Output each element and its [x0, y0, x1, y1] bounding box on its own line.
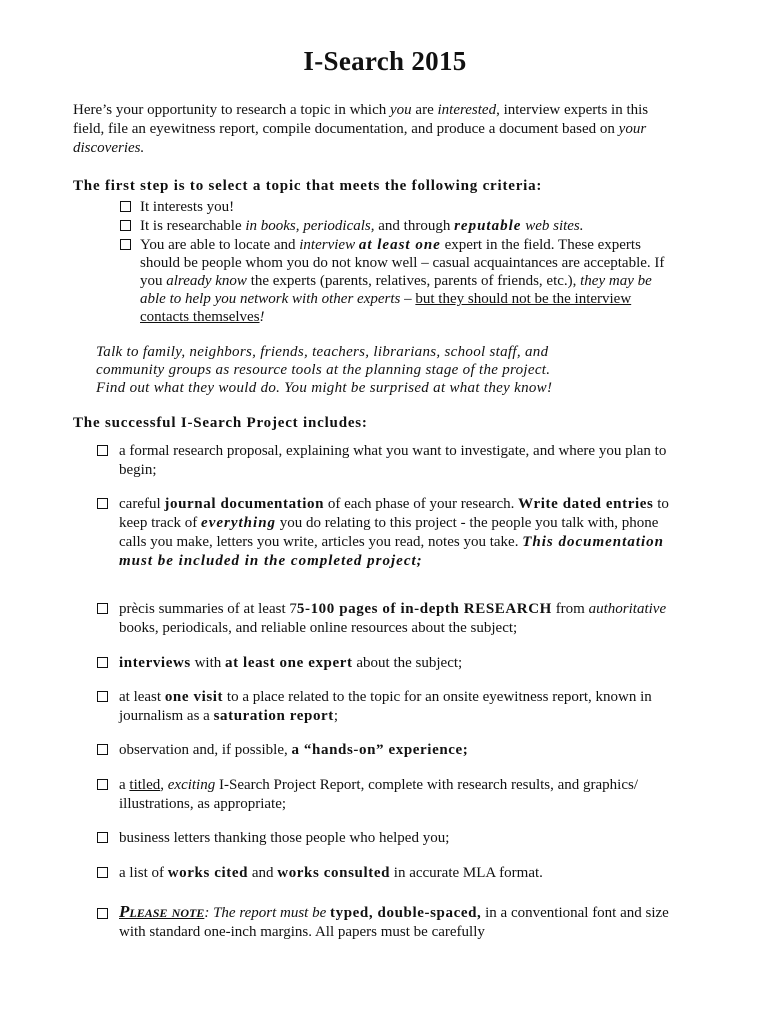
requirement-text: books, periodicals, and reliable online resources about the subject; — [119, 620, 518, 636]
requirement-item — [97, 600, 677, 638]
requirement-text: business letters thanking those people who helped you; — [119, 830, 450, 846]
checkbox-icon — [120, 239, 131, 250]
checkbox-icon — [97, 744, 108, 755]
criteria-text: expert in the field. These experts should be people whom you do not know well – casual acquaintances are acceptable. If you — [140, 237, 665, 289]
checkbox-icon — [97, 603, 108, 614]
page-title: I-Search 2015 — [303, 46, 467, 76]
criteria-em: in books, periodicals, — [245, 218, 375, 234]
requirement-strong: interviews — [119, 655, 191, 671]
requirement-item — [97, 902, 677, 942]
criteria-item — [120, 217, 680, 235]
checkbox-icon — [97, 779, 108, 790]
advice-line: Talk to family, neighbors, friends, teachers, librarians, school staff, and — [96, 344, 549, 360]
intro-text: , interview experts in this field, file an eyewitness report, compile documentation, and produce a document based on — [73, 102, 649, 137]
requirement-strong: works cited — [167, 865, 249, 881]
requirement-strong: typed, double-spaced, — [330, 905, 482, 921]
checkbox-icon — [120, 201, 131, 212]
criteria-strong: at least one — [358, 237, 441, 253]
requirement-item — [97, 495, 677, 571]
criteria-text: It interests you! — [140, 199, 235, 215]
requirement-text: and — [248, 865, 278, 881]
requirement-text: in a conventional font and size with standard one-inch margins. All papers must be carefully — [119, 905, 669, 940]
requirement-text: I-Search Project Report, complete with research results, and graphics/ illustrations, as appropriate; — [119, 777, 639, 812]
criteria-underline: but they should not be the interview contacts themselves — [140, 291, 632, 325]
intro-em-discoveries: your discoveries. — [73, 121, 647, 156]
requirement-text: with — [190, 655, 225, 671]
project-heading: The successful I-Search Project includes: — [73, 415, 368, 431]
requirement-strong: saturation report — [213, 708, 334, 724]
requirement-text: a formal research proposal, explaining what you want to investigate, and where you plan to begin; — [119, 443, 667, 478]
criteria-em: they may be able to help you network with other experts – — [140, 273, 652, 307]
requirement-text: at least — [119, 689, 165, 705]
intro-em-you: you — [390, 102, 412, 118]
checkbox-icon — [97, 498, 108, 509]
criteria-em: web sites. — [521, 218, 584, 234]
checkbox-icon — [97, 908, 108, 919]
criteria-text: You are able to locate and — [140, 237, 300, 253]
requirement-strong: Write dated entries — [518, 496, 654, 512]
requirement-strong: one visit — [164, 689, 224, 705]
criteria-em: interview — [299, 237, 356, 253]
requirement-text: about the subject; — [352, 655, 463, 671]
requirement-text: of each phase of your research. — [324, 496, 519, 512]
checkbox-icon — [97, 832, 108, 843]
checkbox-icon — [120, 220, 131, 231]
criteria-text: It is researchable — [140, 218, 246, 234]
advice-block — [96, 343, 656, 397]
requirement-item — [97, 741, 677, 760]
checkbox-icon — [97, 657, 108, 668]
requirement-text: a — [119, 777, 130, 793]
requirement-strong: a “hands-on” experience; — [291, 742, 469, 758]
please-note-label: Please note — [119, 902, 205, 921]
requirement-item — [97, 864, 677, 883]
requirement-item — [97, 442, 677, 480]
checkbox-icon — [97, 691, 108, 702]
requirement-text: prècis summaries of at least 7 — [119, 601, 297, 617]
requirement-text: , — [160, 777, 168, 793]
intro-text: are — [411, 102, 438, 118]
criteria-text: the experts (parents, relatives, parents of friends, etc.), — [246, 273, 581, 289]
requirement-item — [97, 688, 677, 726]
requirement-underline: titled — [129, 777, 161, 793]
requirement-text: : The report must be — [204, 905, 331, 921]
requirement-text: observation and, if possible, — [119, 742, 292, 758]
requirement-item — [97, 829, 677, 848]
criteria-item — [120, 236, 680, 326]
requirement-strong: at least one expert — [225, 655, 353, 671]
requirement-text: a list of — [119, 865, 168, 881]
requirement-strong: 5-100 pages of in-depth RESEARCH — [296, 601, 552, 617]
requirement-text: to keep track of — [119, 496, 669, 531]
requirement-item — [97, 776, 677, 814]
requirement-strong: everything — [201, 515, 277, 531]
criteria-item — [120, 198, 680, 216]
checkbox-icon — [97, 867, 108, 878]
intro-em-interested: interested — [437, 102, 497, 118]
requirement-text: to a place related to the topic for an onsite eyewitness report, known in journalism as a — [119, 689, 652, 724]
requirement-em: exciting — [167, 777, 216, 793]
criteria-strong: reputable — [454, 218, 522, 234]
intro-paragraph — [73, 101, 673, 158]
criteria-heading: The first step is to select a topic that meets the following criteria: — [73, 178, 543, 194]
criteria-em: already know — [166, 273, 247, 289]
criteria-text: and through — [374, 218, 455, 234]
intro-text: Here’s your opportunity to research a topic in which — [73, 102, 390, 118]
requirement-strong: works consulted — [277, 865, 391, 881]
requirement-text: in accurate MLA format. — [390, 865, 543, 881]
requirement-strong: journal documentation — [164, 496, 325, 512]
advice-line: Find out what they would do. You might be surprised at what they know! — [96, 380, 553, 396]
requirement-item — [97, 654, 677, 673]
requirement-text: you do relating to this project - the people you talk with, phone calls you make, letters you write, articles you read, notes you take. — [119, 515, 659, 550]
criteria-list — [120, 198, 680, 327]
criteria-em: ! — [259, 309, 265, 325]
advice-line: community groups as resource tools at the planning stage of the project. — [96, 362, 551, 378]
requirement-strong: This documentation must be included in the completed project; — [119, 534, 664, 569]
requirement-text: from — [551, 601, 589, 617]
checkbox-icon — [97, 445, 108, 456]
requirement-text: ; — [333, 708, 339, 724]
requirement-text: careful — [119, 496, 165, 512]
requirement-em: authoritative — [588, 601, 667, 617]
